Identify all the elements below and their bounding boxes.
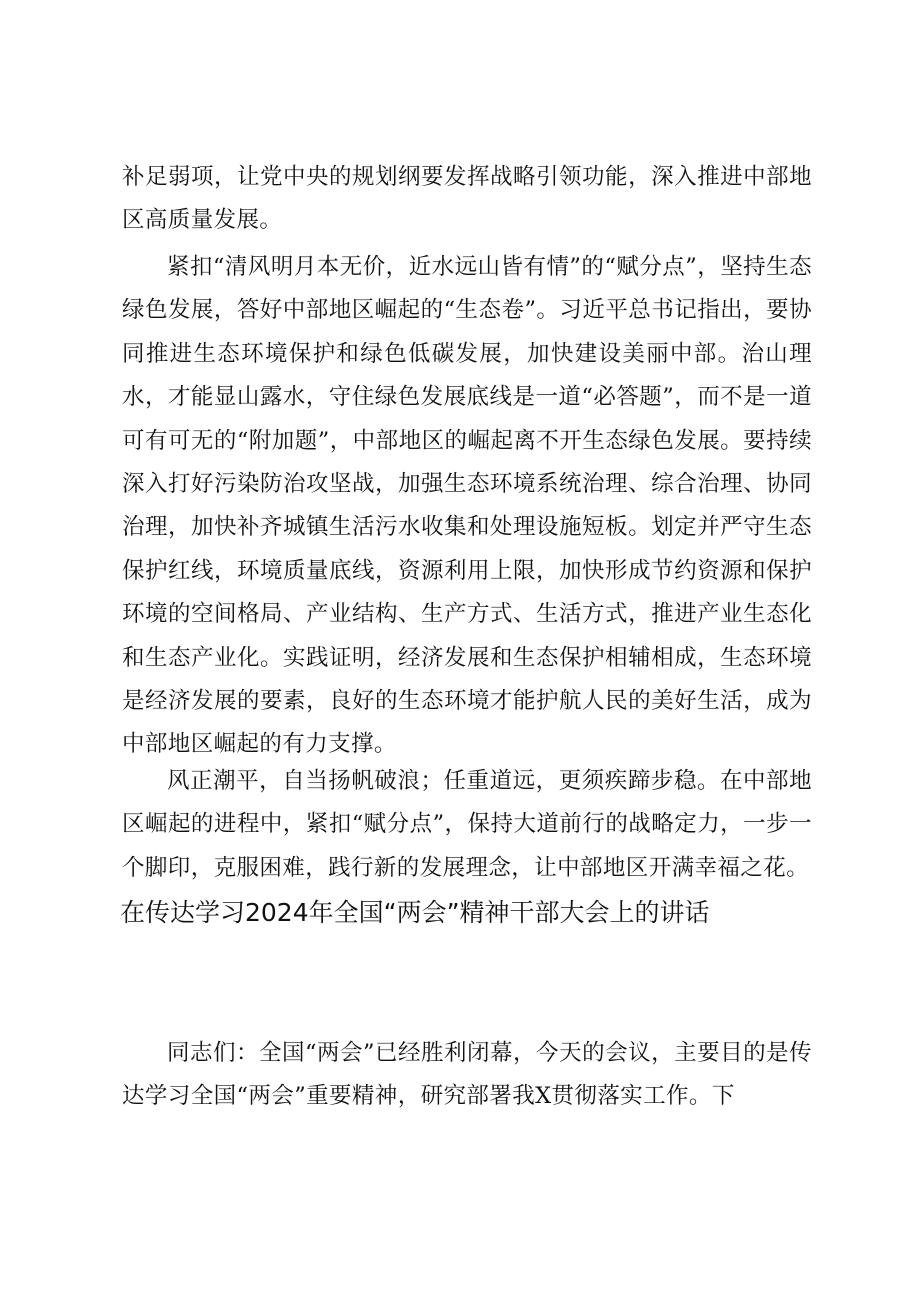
paragraph-conclusion: 风正潮平，自当扬帆破浪；任重道远，更须疾蹄步稳。在中部地区崛起的进程中，紧扣“赋分点”，保持大道前行的战略定力，一步一个脚印，克服困难，践行新的发展理念，让中部地区开满幸福之花。: [122, 768, 812, 881]
paragraph-speech-opening: 同志们：全国“两会”已经胜利闭幕，今天的会议，主要目的是传达学习全国“两会”重要精神，研究部署我X贯彻落实工作。下: [122, 1040, 812, 1110]
paragraph-continuation: 补足弱项，让党中央的规划纲要发挥战略引领功能，深入推进中部地区高质量发展。: [122, 164, 812, 234]
paragraph-ecology: 紧扣“清风明月本无价，近水远山皆有情”的“赋分点”，坚持生态绿色发展，答好中部地区崛起的“生态卷”。习近平总书记指出，要协同推进生态环境保护和绿色低碳发展，加快建设美丽中部。治山理水，才能显山露水，守住绿色发展底线是一道“必答题”，而不是一道可有可无的“附加题”，中部地区的崛起离不开生态绿色发展。要持续深入打好污染防治攻坚战，加强生态环境系统治理、综合治理、协同治理，加快补齐城镇生活污水收集和处理设施短板。划定并严守生态保护红线，环境质量底线，资源利用上限，加快形成节约资源和保护环境的空间格局、产业结构、生产方式、生活方式，推进产业生态化和生态产业化。实践证明，经济发展和生态保护相辅相成，生态环境是经济发展的要素，良好的生态环境才能护航人民的美好生活，成为中部地区崛起的有力支撑。: [122, 254, 812, 758]
speech-title: 在传达学习2024年全国“两会”精神干部大会上的讲话: [120, 898, 710, 927]
